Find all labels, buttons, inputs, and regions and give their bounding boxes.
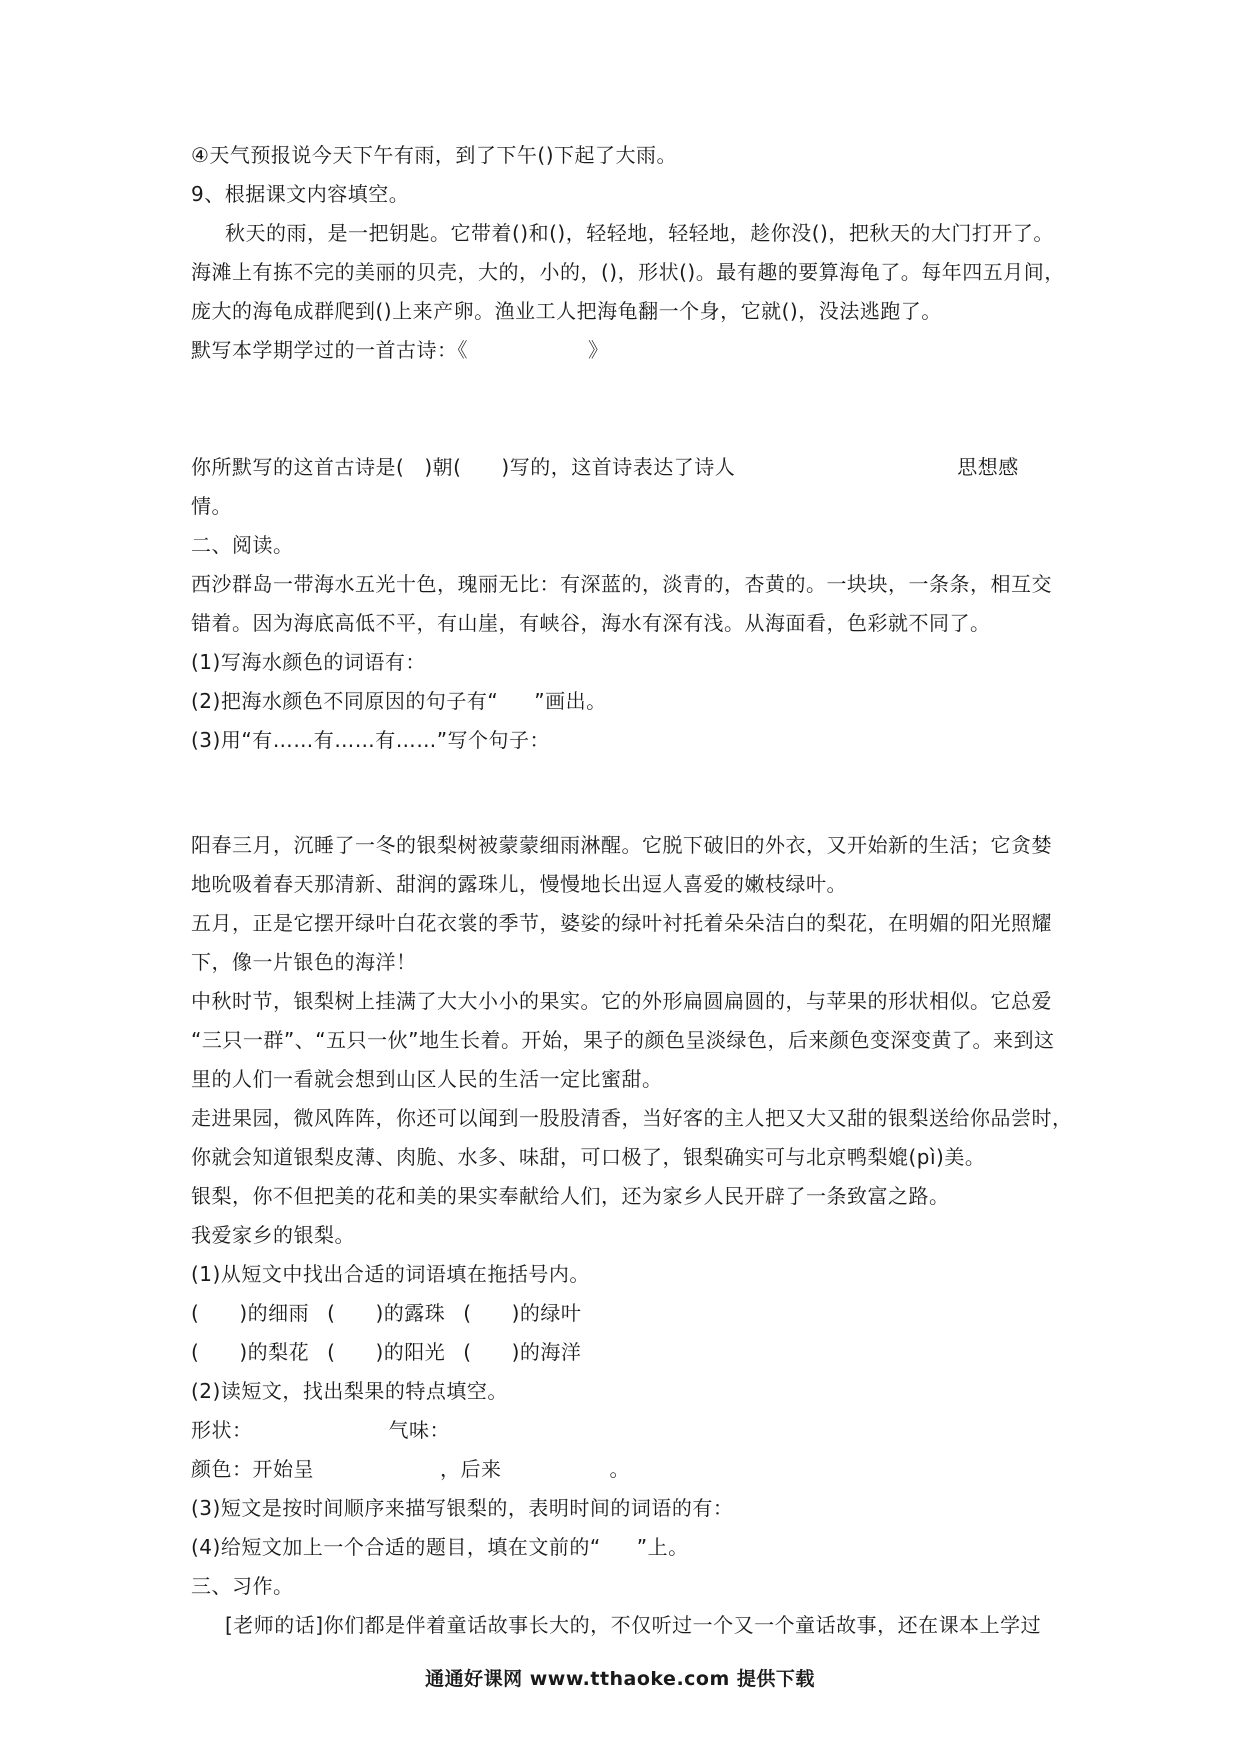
q9-line-3: 庞大的海龟成群爬到()上来产卵。渔业工人把海龟翻一个身，它就()，没法逃跑了。 bbox=[191, 299, 942, 323]
q8-item-4: ④天气预报说今天下午有雨，到了下午()下起了大雨。 bbox=[191, 143, 678, 167]
fill-word: )的细雨 bbox=[239, 1301, 310, 1325]
fill-open: ( bbox=[191, 1340, 200, 1364]
shape-label: 形状： bbox=[191, 1418, 253, 1442]
color-row bbox=[191, 1455, 1061, 1483]
passage-1-question-2-b: ”画出。 bbox=[534, 689, 607, 713]
passage-1-question-2 bbox=[191, 687, 1061, 715]
passage-2-line-10: 银梨，你不但把美的花和美的果实奉献给人们，还为家乡人民开辟了一条致富之路。 bbox=[191, 1184, 950, 1208]
poem-prompt-close: 》 bbox=[588, 338, 609, 362]
poem-question-end: 情。 bbox=[191, 494, 232, 518]
poem-prompt-text: 默写本学期学过的一首古诗：《 bbox=[191, 338, 468, 362]
passage-1-question-2-a: (2)把海水颜色不同原因的句子有“ bbox=[191, 689, 499, 713]
passage-1-question-3: (3)用“有……有……有……”写个句子： bbox=[191, 728, 551, 752]
writing-line-1: [老师的话]你们都是伴着童话故事长大的，不仅听过一个又一个童话故事，还在课本上学过 bbox=[225, 1613, 1042, 1637]
color-later: ，后来 bbox=[440, 1457, 502, 1481]
passage-2-line-3: 五月，正是它摆开绿叶白花衣裳的季节，婆娑的绿叶衬托着朵朵洁白的梨花，在明媚的阳光照耀 bbox=[191, 911, 1052, 935]
passage-2-line-1: 阳春三月，沉睡了一冬的银梨树被蒙蒙细雨淋醒。它脱下破旧的外衣，又开始新的生活；它贪婪 bbox=[191, 833, 1052, 857]
fill-row-2 bbox=[191, 1338, 1061, 1366]
passage-1-line-2: 错着。因为海底高低不平，有山崖，有峡谷，海水有深有浅。从海面看，色彩就不同了。 bbox=[191, 611, 991, 635]
passage-2-line-6: “三只一群”、“五只一伙”地生长着。开始，果子的颜色呈淡绿色，后来颜色变深变黄了。来到这 bbox=[191, 1028, 1055, 1052]
passage-2-question-4 bbox=[191, 1533, 1061, 1561]
fill-open: ( bbox=[327, 1301, 336, 1325]
fill-word: )的梨花 bbox=[239, 1340, 310, 1364]
passage-2-question-3: (3)短文是按时间顺序来描写银梨的，表明时间的词语的有： bbox=[191, 1496, 734, 1520]
color-label: 颜色：开始呈 bbox=[191, 1457, 314, 1481]
passage-2-question-1: (1)从短文中找出合适的词语填在拖括号内。 bbox=[191, 1262, 590, 1286]
passage-2-line-11: 我爱家乡的银梨。 bbox=[191, 1223, 355, 1247]
fill-word: )的绿叶 bbox=[511, 1301, 582, 1325]
fill-word: )的海洋 bbox=[511, 1340, 582, 1364]
q9-line-1: 秋天的雨，是一把钥匙。它带着()和()，轻轻地，轻轻地，趁你没()，把秋天的大门打开了。 bbox=[225, 221, 1054, 245]
fill-open: ( bbox=[191, 1301, 200, 1325]
q9-title: 9、根据课文内容填空。 bbox=[191, 182, 410, 206]
reading-heading: 二、阅读。 bbox=[191, 533, 294, 557]
passage-1-question-1: (1)写海水颜色的词语有： bbox=[191, 650, 426, 674]
fill-open: ( bbox=[463, 1340, 472, 1364]
passage-1-line-1: 西沙群岛一带海水五光十色，瑰丽无比：有深蓝的，淡青的，杏黄的。一块块，一条条，相互交 bbox=[191, 572, 1052, 596]
passage-2-question-2: (2)读短文，找出梨果的特点填空。 bbox=[191, 1379, 508, 1403]
passage-2-line-8: 走进果园，微风阵阵，你还可以闻到一股股清香，当好客的主人把又大又甜的银梨送给你品尝时， bbox=[191, 1106, 1073, 1130]
passage-2-line-4: 下，像一片银色的海洋！ bbox=[191, 950, 417, 974]
poem-prompt bbox=[191, 336, 1061, 364]
shape-smell-row bbox=[191, 1416, 1061, 1444]
poem-question-a: 你所默写的这首古诗是( bbox=[191, 455, 405, 479]
fill-row-1 bbox=[191, 1299, 1061, 1327]
fill-word: )的露珠 bbox=[375, 1301, 446, 1325]
passage-2-line-2: 地吮吸着春天那清新、甜润的露珠儿，慢慢地长出逗人喜爱的嫩枝绿叶。 bbox=[191, 872, 847, 896]
poem-question-b: )朝( bbox=[424, 455, 462, 479]
q9-line-2: 海滩上有拣不完的美丽的贝壳，大的，小的，()，形状()。最有趣的要算海龟了。每年四五月间， bbox=[191, 260, 1065, 284]
passage-2-line-9: 你就会知道银梨皮薄、肉脆、水多、味甜，可口极了，银梨确实可与北京鸭梨媲(pì)美。 bbox=[191, 1145, 986, 1169]
fill-open: ( bbox=[463, 1301, 472, 1325]
passage-2-line-7: 里的人们一看就会想到山区人民的生活一定比蜜甜。 bbox=[191, 1067, 663, 1091]
passage-2-line-5: 中秋时节，银梨树上挂满了大大小小的果实。它的外形扁圆扁圆的，与苹果的形状相似。它总爱 bbox=[191, 989, 1052, 1013]
footer: 通通好课网 www.tthaoke.com 提供下载 bbox=[425, 1668, 815, 1690]
color-end: 。 bbox=[609, 1457, 630, 1481]
passage-2-question-4-a: (4)给短文加上一个合适的题目，填在文前的“ bbox=[191, 1535, 601, 1559]
fill-open: ( bbox=[327, 1340, 336, 1364]
poem-question bbox=[191, 453, 1061, 481]
writing-heading: 三、习作。 bbox=[191, 1574, 294, 1598]
smell-label: 气味： bbox=[388, 1418, 450, 1442]
passage-2-question-4-b: ”上。 bbox=[636, 1535, 689, 1559]
fill-word: )的阳光 bbox=[375, 1340, 446, 1364]
poem-question-d: 思想感 bbox=[957, 455, 1019, 479]
poem-question-c: )写的，这首诗表达了诗人 bbox=[501, 455, 736, 479]
